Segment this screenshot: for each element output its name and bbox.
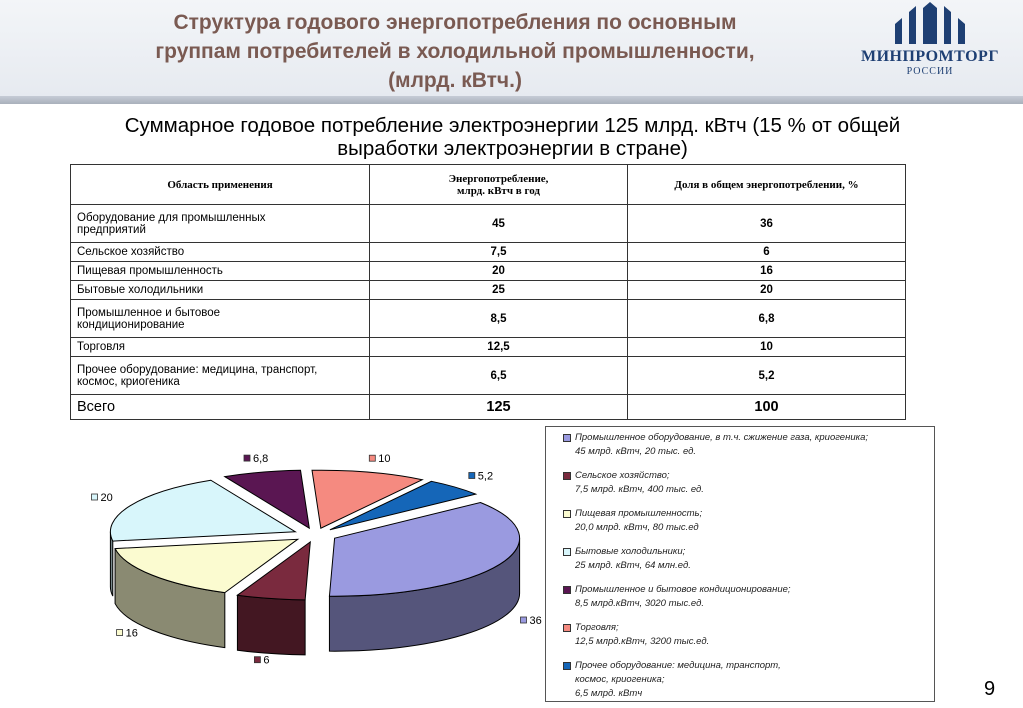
row-area: Пищевая промышленность: [71, 262, 370, 281]
legend-text: Торговля;: [575, 622, 619, 633]
row-energy: 20: [370, 262, 628, 281]
header-area: Область применения: [71, 165, 370, 205]
header-energy: Энергопотребление, млрд. кВтч в год: [370, 165, 628, 205]
pie-label-swatch: [244, 455, 250, 461]
logo-text: МИНПРОМТОРГ: [860, 48, 1000, 65]
legend-text: Бытовые холодильники;: [575, 546, 686, 557]
logo-subtext: РОССИИ: [906, 66, 954, 77]
table-row: [71, 300, 906, 338]
pie-label-swatch: [254, 657, 260, 663]
header-share: Доля в общем энергопотреблении, %: [628, 165, 906, 205]
table-total-row: [71, 395, 906, 420]
pie-label-text: 6,8: [253, 453, 269, 466]
pie-label-swatch: [92, 494, 98, 500]
row-share: 10: [628, 338, 906, 357]
table-row: [71, 281, 906, 300]
legend-text: 8,5 млрд.кВтч, 3020 тыс.ед.: [575, 598, 704, 609]
row-share: 16: [628, 262, 906, 281]
row-share: 36: [628, 205, 906, 243]
legend-text: Промышленное и бытовое кондиционирование;: [575, 584, 791, 595]
legend-text: 7,5 млрд. кВтч, 400 тыс. ед.: [575, 484, 704, 495]
pie-label-3: [117, 628, 138, 640]
pie-label-swatch: [117, 630, 123, 636]
legend-text: космос, криогеника;: [575, 674, 665, 685]
pie-label-6: [369, 453, 390, 465]
pie-label-text: 36: [529, 615, 542, 627]
pie-label-5: [244, 453, 268, 465]
legend-swatch: [563, 472, 571, 480]
chart-legend: [545, 426, 935, 702]
legend-swatch: [563, 662, 571, 670]
pie-label-swatch: [369, 455, 375, 461]
pie-slice-side: [237, 595, 305, 655]
row-area: Оборудование для промышленных предприятий: [71, 205, 370, 243]
row-energy: 8,5: [370, 300, 628, 338]
table-row: [71, 338, 906, 357]
legend-text: Прочее оборудование: медицина, транспорт,: [575, 660, 781, 671]
row-area: Промышленное и бытовое кондиционирование: [71, 300, 370, 338]
page-number: 9: [984, 678, 996, 700]
table-header-row: [71, 165, 906, 205]
pie-label-text: 5,2: [477, 470, 494, 483]
total-share: 100: [628, 395, 906, 420]
pie-chart: [90, 440, 540, 665]
legend-text: 6,5 млрд. кВтч: [575, 688, 643, 699]
legend-item: [575, 431, 930, 459]
legend-swatch: [563, 624, 571, 632]
title-line-3: (млрд. кВтч.): [388, 69, 522, 92]
row-energy: 6,5: [370, 357, 628, 395]
table-row: [71, 205, 906, 243]
pie-label-7: [469, 471, 493, 483]
legend-text: Сельское хозяйство;: [575, 470, 670, 481]
row-energy: 45: [370, 205, 628, 243]
pie-slice-1: [329, 502, 519, 651]
legend-swatch: [563, 548, 571, 556]
legend-text: 45 млрд. кВтч, 20 тыс. ед.: [575, 446, 697, 457]
row-share: 20: [628, 281, 906, 300]
legend-text: 12,5 млрд.кВтч, 3200 тыс.ед.: [575, 636, 710, 647]
row-area: Сельское хозяйство: [71, 243, 370, 262]
pie-label-2: [254, 655, 269, 667]
row-energy: 25: [370, 281, 628, 300]
subtitle: [40, 114, 985, 160]
table-row: [71, 357, 906, 395]
total-label: Всего: [71, 395, 370, 420]
legend-item: [575, 621, 930, 649]
subtitle-line-1: Суммарное годовое потребление электроэнергии 125 млрд. кВтч (15 % от общей: [124, 114, 901, 137]
legend-text: 25 млрд. кВтч, 64 млн.ед.: [575, 560, 691, 571]
title-line-2: группам потребителей в холодильной промышленности,: [155, 40, 755, 63]
pie-label-text: 16: [125, 627, 138, 640]
header-divider: [0, 96, 1023, 104]
row-area: Прочее оборудование: медицина, транспорт, космос, криогеника: [71, 357, 370, 395]
legend-swatch: [563, 586, 571, 594]
total-energy: 125: [370, 395, 628, 420]
table-row: [71, 243, 906, 262]
subtitle-line-2: выработки электроэнергии в стране): [337, 137, 688, 160]
row-energy: 7,5: [370, 243, 628, 262]
pie-label-4: [92, 492, 113, 504]
title-line-1: Структура годового энергопотребления по основным: [173, 11, 737, 34]
pie-label-1: [521, 615, 542, 627]
row-share: 6,8: [628, 300, 906, 338]
legend-text: Пищевая промышленность;: [575, 508, 703, 519]
legend-item: [575, 583, 930, 611]
pie-label-text: 10: [378, 453, 391, 466]
legend-swatch: [563, 434, 571, 442]
legend-item: [575, 659, 930, 701]
consumption-table: [70, 164, 906, 420]
pie-label-swatch: [521, 617, 527, 623]
row-area: Бытовые холодильники: [71, 281, 370, 300]
row-share: 5,2: [628, 357, 906, 395]
legend-swatch: [563, 510, 571, 518]
row-share: 6: [628, 243, 906, 262]
legend-item: [575, 545, 930, 573]
legend-text: 20,0 млрд. кВтч, 80 тыс.ед: [575, 522, 699, 533]
pie-label-swatch: [469, 473, 475, 479]
row-area: Торговля: [71, 338, 370, 357]
pie-label-text: 6: [263, 654, 270, 667]
pie-label-text: 20: [100, 492, 113, 504]
legend-text: Промышленное оборудование, в т.ч. сжижение газа, криогеника;: [575, 432, 869, 443]
slide-title: [60, 8, 850, 95]
table-row: [71, 262, 906, 281]
row-energy: 12,5: [370, 338, 628, 357]
legend-item: [575, 469, 930, 497]
legend-item: [575, 507, 930, 535]
